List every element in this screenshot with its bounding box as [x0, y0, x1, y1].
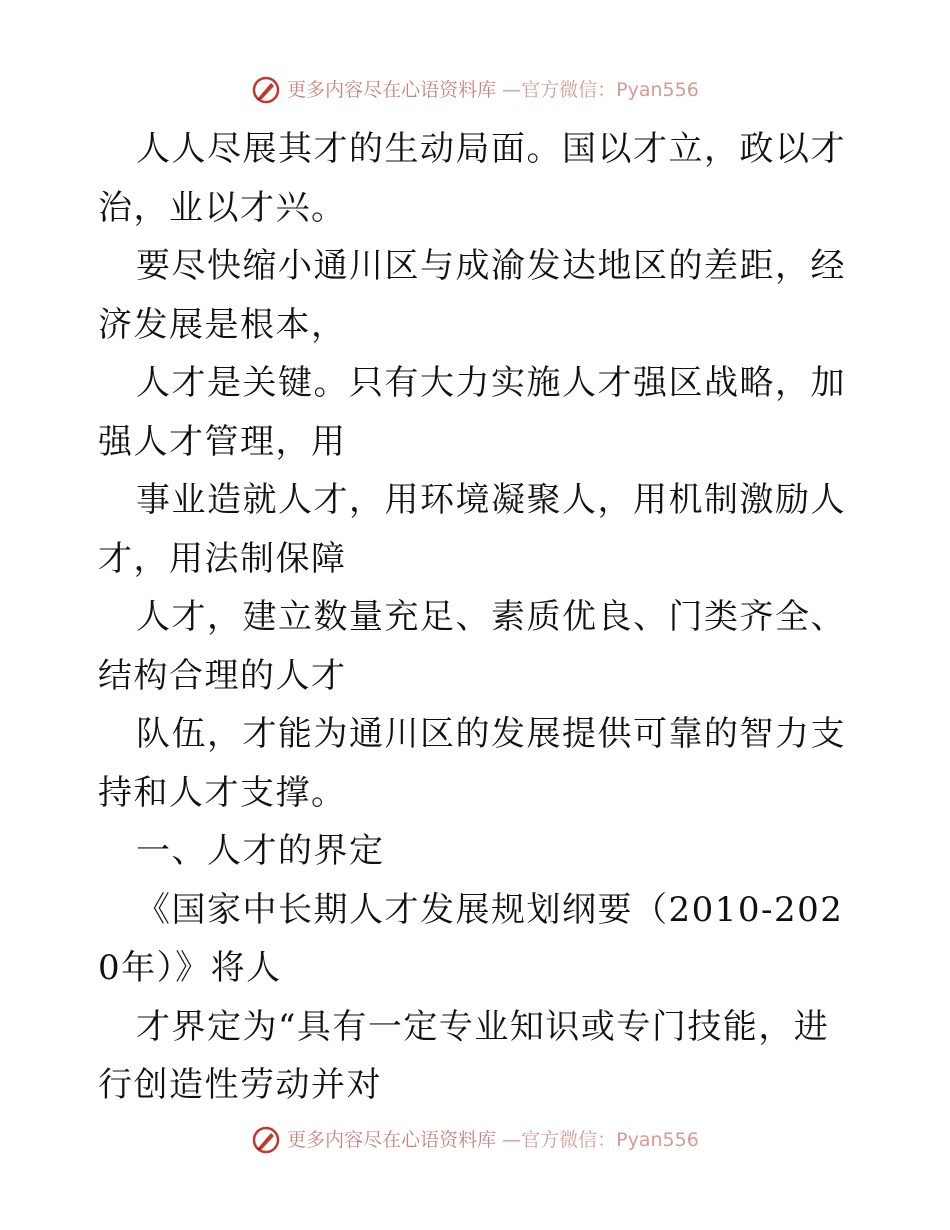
paragraph: 人才是关键。只有大力实施人才强区战略，加强人才管理，用 — [98, 363, 846, 462]
watermark-sub-text: —官方微信：Pyan556 — [502, 79, 699, 101]
section-heading: 一、人才的界定 — [136, 831, 385, 871]
document-body — [98, 120, 858, 1115]
paragraph: 事业造就人才，用环境凝聚人，用机制激励人才，用法制保障 — [98, 480, 846, 579]
watermark-main-text: 更多内容尽在心语资料库 — [287, 1129, 497, 1151]
paragraph: 人人尽展其才的生动局面。国以才立，政以才治，业以才兴。 — [98, 129, 846, 228]
paragraph: 才界定为“具有一定专业知识或专门技能，进行创造性劳动并对 — [98, 1006, 830, 1105]
header-watermark — [0, 75, 950, 105]
pen-logo-icon — [251, 75, 281, 105]
paragraph: 《国家中长期人才发展规划纲要（2010-2020年）》将人 — [98, 889, 844, 988]
watermark-sub-text: —官方微信：Pyan556 — [502, 1129, 699, 1151]
paragraph: 队伍，才能为通川区的发展提供可靠的智力支持和人才支撑。 — [98, 714, 846, 813]
paragraph: 人才，建立数量充足、素质优良、门类齐全、结构合理的人才 — [98, 597, 846, 696]
paragraph: 要尽快缩小通川区与成渝发达地区的差距，经济发展是根本， — [98, 246, 846, 345]
watermark-main-text: 更多内容尽在心语资料库 — [287, 79, 497, 101]
footer-watermark — [0, 1125, 950, 1155]
pen-logo-icon — [251, 1125, 281, 1155]
